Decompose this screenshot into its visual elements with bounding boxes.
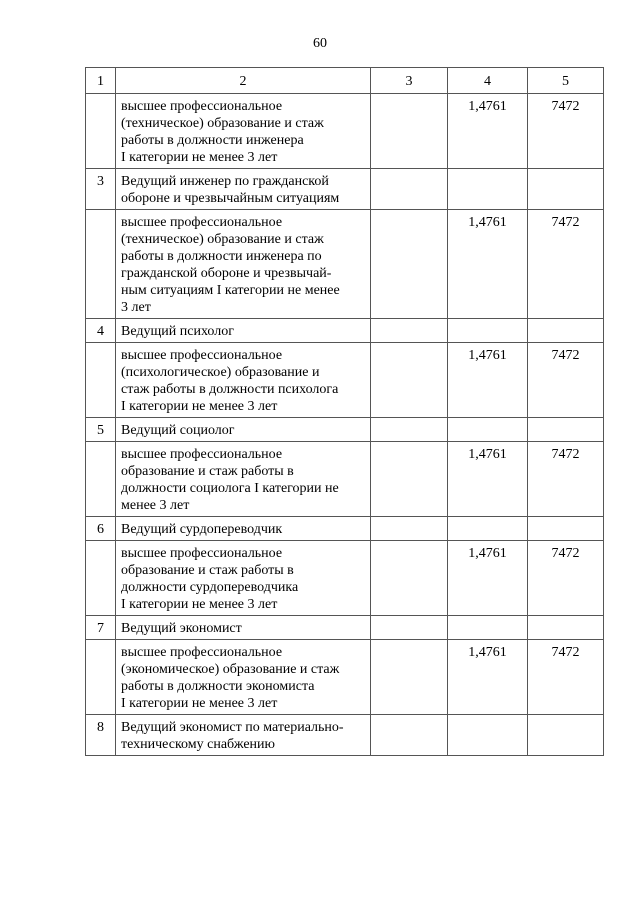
row-col4-value: 1,4761 xyxy=(448,343,528,418)
description-line: 3 лет xyxy=(121,300,151,315)
row-description xyxy=(116,319,371,343)
page-number: 60 xyxy=(313,36,327,51)
row-number: 5 xyxy=(86,418,116,442)
row-col5-value xyxy=(528,517,604,541)
header-col-1: 1 xyxy=(86,68,116,94)
position-title-row xyxy=(86,715,604,756)
row-number xyxy=(86,94,116,169)
row-col3-value xyxy=(371,616,448,640)
row-col5-value: 7472 xyxy=(528,94,604,169)
description-line: высшее профессиональное xyxy=(121,99,283,114)
position-requirement-row xyxy=(86,541,604,616)
description-line: Ведущий социолог xyxy=(121,423,235,438)
row-col3-value xyxy=(371,517,448,541)
position-requirement-row xyxy=(86,94,604,169)
position-title-row xyxy=(86,319,604,343)
row-col4-value xyxy=(448,169,528,210)
description-line: образование и стаж работы в xyxy=(121,464,294,479)
row-number: 6 xyxy=(86,517,116,541)
row-description xyxy=(116,517,371,541)
row-description xyxy=(116,640,371,715)
row-col4-value: 1,4761 xyxy=(448,541,528,616)
description-line: Ведущий психолог xyxy=(121,324,234,339)
row-number: 4 xyxy=(86,319,116,343)
row-number xyxy=(86,442,116,517)
row-description xyxy=(116,343,371,418)
description-line: I категории не менее 3 лет xyxy=(121,150,278,165)
header-col-2: 2 xyxy=(116,68,371,94)
description-line: Ведущий экономист xyxy=(121,621,242,636)
row-col5-value xyxy=(528,715,604,756)
row-description xyxy=(116,210,371,319)
positions-table xyxy=(85,67,604,756)
description-line: должности социолога I категории не xyxy=(121,481,339,496)
row-number xyxy=(86,640,116,715)
description-line: стаж работы в должности психолога xyxy=(121,382,339,397)
description-line: работы в должности экономиста xyxy=(121,679,315,694)
row-number xyxy=(86,343,116,418)
row-col5-value xyxy=(528,616,604,640)
row-col5-value: 7472 xyxy=(528,442,604,517)
row-col5-value xyxy=(528,418,604,442)
position-title-row xyxy=(86,616,604,640)
row-col3-value xyxy=(371,319,448,343)
description-line: образование и стаж работы в xyxy=(121,563,294,578)
row-number xyxy=(86,541,116,616)
row-number: 7 xyxy=(86,616,116,640)
description-line: работы в должности инженера по xyxy=(121,249,322,264)
row-description xyxy=(116,94,371,169)
description-line: техническому снабжению xyxy=(121,737,275,752)
row-description xyxy=(116,715,371,756)
description-line: должности сурдопереводчика xyxy=(121,580,299,595)
row-description xyxy=(116,616,371,640)
description-line: высшее профессиональное xyxy=(121,546,283,561)
row-description xyxy=(116,541,371,616)
row-number xyxy=(86,210,116,319)
row-description xyxy=(116,169,371,210)
header-col-4: 4 xyxy=(448,68,528,94)
row-col4-value xyxy=(448,517,528,541)
description-line: (экономическое) образование и стаж xyxy=(121,662,340,677)
row-number: 3 xyxy=(86,169,116,210)
row-col3-value xyxy=(371,640,448,715)
row-description xyxy=(116,442,371,517)
description-line: ным ситуациям I категории не менее xyxy=(121,283,340,298)
row-col3-value xyxy=(371,715,448,756)
description-line: работы в должности инженера xyxy=(121,133,304,148)
description-line: I категории не менее 3 лет xyxy=(121,399,278,414)
row-col4-value xyxy=(448,616,528,640)
description-line: гражданской обороне и чрезвычай- xyxy=(121,266,332,281)
row-col5-value xyxy=(528,319,604,343)
header-col-5: 5 xyxy=(528,68,604,94)
row-col5-value: 7472 xyxy=(528,210,604,319)
table-header-row xyxy=(86,68,604,94)
position-requirement-row xyxy=(86,343,604,418)
row-col3-value xyxy=(371,442,448,517)
row-col4-value xyxy=(448,418,528,442)
row-col3-value xyxy=(371,343,448,418)
position-title-row xyxy=(86,418,604,442)
row-col4-value: 1,4761 xyxy=(448,640,528,715)
description-line: (техническое) образование и стаж xyxy=(121,116,324,131)
row-col3-value xyxy=(371,418,448,442)
description-line: высшее профессиональное xyxy=(121,447,283,462)
description-line: менее 3 лет xyxy=(121,498,190,513)
description-line: высшее профессиональное xyxy=(121,645,283,660)
table-body xyxy=(86,94,604,756)
description-line: Ведущий сурдопереводчик xyxy=(121,522,283,537)
row-col5-value xyxy=(528,169,604,210)
description-line: I категории не менее 3 лет xyxy=(121,696,278,711)
row-number: 8 xyxy=(86,715,116,756)
row-col3-value xyxy=(371,210,448,319)
position-requirement-row xyxy=(86,442,604,517)
position-title-row xyxy=(86,517,604,541)
position-requirement-row xyxy=(86,640,604,715)
description-line: Ведущий инженер по гражданской xyxy=(121,174,329,189)
row-col4-value: 1,4761 xyxy=(448,94,528,169)
row-col3-value xyxy=(371,94,448,169)
description-line: (техническое) образование и стаж xyxy=(121,232,324,247)
row-col4-value: 1,4761 xyxy=(448,210,528,319)
description-line: (психологическое) образование и xyxy=(121,365,320,380)
row-col4-value xyxy=(448,319,528,343)
description-line: обороне и чрезвычайным ситуациям xyxy=(121,191,340,206)
position-title-row xyxy=(86,169,604,210)
description-line: высшее профессиональное xyxy=(121,348,283,363)
header-col-3: 3 xyxy=(371,68,448,94)
row-col5-value: 7472 xyxy=(528,343,604,418)
row-col4-value xyxy=(448,715,528,756)
description-line: I категории не менее 3 лет xyxy=(121,597,278,612)
row-col3-value xyxy=(371,541,448,616)
description-line: высшее профессиональное xyxy=(121,215,283,230)
description-line: Ведущий экономист по материально- xyxy=(121,720,344,735)
row-col5-value: 7472 xyxy=(528,541,604,616)
row-description xyxy=(116,418,371,442)
row-col3-value xyxy=(371,169,448,210)
row-col4-value: 1,4761 xyxy=(448,442,528,517)
position-requirement-row xyxy=(86,210,604,319)
row-col5-value: 7472 xyxy=(528,640,604,715)
